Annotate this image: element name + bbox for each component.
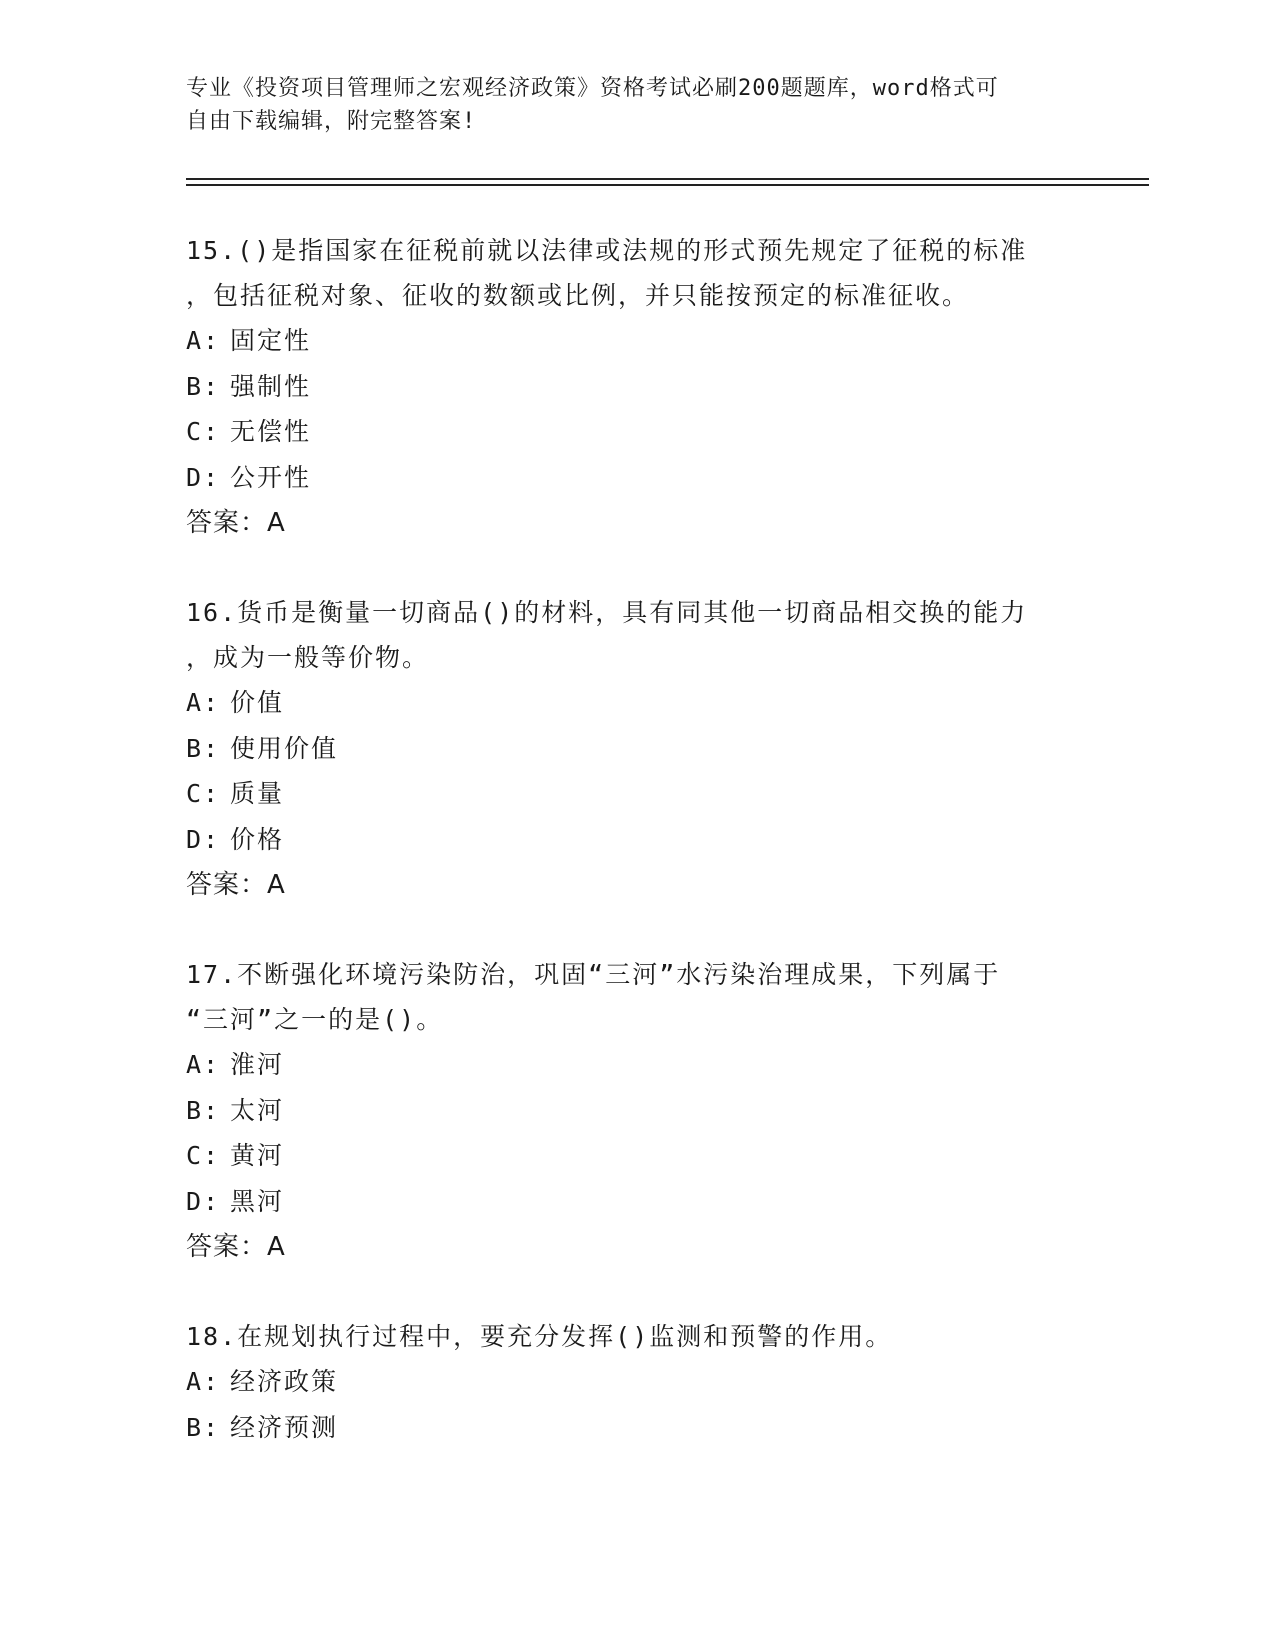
answer-line: 答案：A — [186, 508, 286, 538]
option-label: C: — [186, 779, 221, 808]
option-a — [186, 1042, 1076, 1088]
answer-line: 答案：A — [186, 1232, 286, 1262]
header-divider-top — [186, 178, 1149, 180]
question-stem — [186, 1314, 1076, 1359]
option-text: 黄河 — [230, 1141, 285, 1170]
header-divider-bottom — [186, 184, 1149, 186]
option-a — [186, 1359, 1076, 1405]
option-b — [186, 726, 1076, 772]
answer-line: 答案：A — [186, 870, 286, 900]
option-text: 经济预测 — [230, 1412, 339, 1442]
question-15 — [186, 228, 1076, 546]
option-text: 质量 — [230, 779, 285, 808]
option-b — [186, 364, 1076, 410]
option-text: 太河 — [230, 1095, 285, 1125]
option-label: A: — [186, 688, 221, 717]
option-label: A: — [186, 326, 221, 355]
option-text: 使用价值 — [230, 733, 339, 763]
question-18 — [186, 1314, 1076, 1450]
question-stem — [186, 590, 1076, 680]
option-text: 强制性 — [230, 371, 312, 401]
option-text: 经济政策 — [230, 1367, 339, 1396]
option-d — [186, 817, 1076, 863]
document-header — [186, 72, 1066, 138]
option-c — [186, 409, 1076, 455]
option-label: C: — [186, 417, 221, 446]
question-17 — [186, 952, 1076, 1270]
option-label: D: — [186, 824, 221, 854]
option-label: B: — [186, 1412, 221, 1442]
option-text: 公开性 — [230, 462, 312, 492]
question-16 — [186, 590, 1076, 908]
option-label: B: — [186, 733, 221, 763]
option-label: D: — [186, 462, 221, 492]
option-text: 黑河 — [230, 1186, 285, 1216]
question-stem-line: ，包括征税对象、征收的数额或比例，并只能按预定的标准征收。 — [186, 281, 970, 310]
option-b — [186, 1088, 1076, 1134]
option-b — [186, 1405, 1076, 1451]
header-line-1: 专业《投资项目管理师之宏观经济政策》资格考试必刷200题题库，word格式可 — [186, 76, 999, 101]
option-label: C: — [186, 1141, 221, 1170]
option-label: D: — [186, 1186, 221, 1216]
question-stem — [186, 228, 1076, 318]
option-c — [186, 771, 1076, 817]
question-stem-line: “三河”之一的是()。 — [186, 1005, 444, 1034]
option-text: 价值 — [230, 688, 285, 717]
question-stem-line: 17.不断强化环境污染防治，巩固“三河”水污染治理成果，下列属于 — [186, 960, 1001, 989]
option-label: A: — [186, 1050, 221, 1079]
option-a — [186, 318, 1076, 364]
question-stem-line: 18.在规划执行过程中，要充分发挥()监测和预警的作用。 — [186, 1322, 893, 1351]
question-stem-line: 16.货币是衡量一切商品()的材料，具有同其他一切商品相交换的能力 — [186, 598, 1028, 627]
question-stem-line: 15.()是指国家在征税前就以法律或法规的形式预先规定了征税的标准 — [186, 236, 1028, 265]
option-d — [186, 1179, 1076, 1225]
option-d — [186, 455, 1076, 501]
option-text: 无偿性 — [230, 417, 312, 446]
option-text: 淮河 — [230, 1050, 285, 1079]
option-c — [186, 1133, 1076, 1179]
question-stem — [186, 952, 1076, 1042]
option-text: 固定性 — [230, 326, 312, 355]
option-label: B: — [186, 371, 221, 401]
header-line-2: 自由下载编辑，附完整答案! — [186, 109, 477, 134]
option-a — [186, 680, 1076, 726]
option-label: A: — [186, 1367, 221, 1396]
question-stem-line: ，成为一般等价物。 — [186, 643, 430, 672]
option-text: 价格 — [230, 824, 285, 854]
option-label: B: — [186, 1095, 221, 1125]
